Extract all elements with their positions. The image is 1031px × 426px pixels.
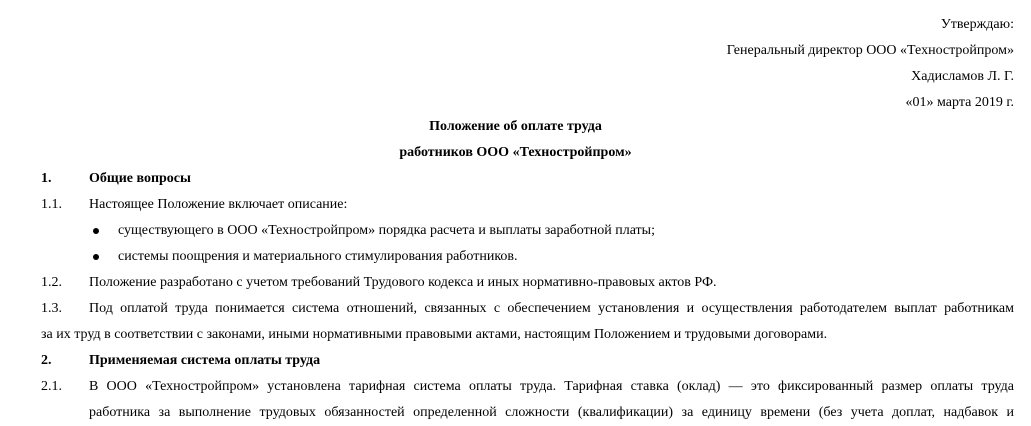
section-title: Общие вопросы	[89, 171, 191, 186]
approval-position: Генеральный директор ООО «Техностройпром»	[726, 43, 1014, 58]
paragraph-text: Положение разработано с учетом требований Трудового кодекса и иных нормативно-правовых актов РФ.	[89, 275, 717, 290]
paragraph-number: 1.3.	[41, 301, 62, 316]
approval-date: «01» марта 2019 г.	[905, 95, 1014, 110]
section-title: Применяемая система оплаты труда	[89, 353, 321, 368]
paragraph-text-line2: за их труд в соответствии с законами, иными нормативными правовыми актами, настоящим Положением и трудовыми договорами.	[41, 327, 828, 342]
list-item-text: системы поощрения и материального стимулирования работников.	[118, 249, 518, 264]
document-title-line2: работников ООО «Техностройпром»	[399, 145, 632, 160]
paragraph-1-3-continuation	[41, 322, 1015, 348]
paragraph-number: 1.2.	[41, 275, 62, 290]
list-item-text: существующего в ООО «Техностройпром» порядка расчета и выплаты заработной платы;	[118, 223, 655, 238]
bullet-icon	[93, 228, 99, 234]
document-title-line1: Положение об оплате труда	[429, 119, 602, 134]
approval-name: Хадисламов Л. Г.	[911, 69, 1014, 84]
section-number: 1.	[41, 171, 52, 186]
paragraph-text-line1: В ООО «Техностройпром» установлена тарифная система оплаты труда. Тарифная ставка (оклад) — это фиксированный размер оплаты труда	[89, 379, 1014, 394]
paragraph-number: 1.1.	[41, 197, 62, 212]
paragraph-text-line1: Под оплатой труда понимается система отношений, связанных с обеспечением установления и осуществления работодателем выплат работникам	[89, 301, 1014, 316]
approval-block	[727, 12, 1014, 116]
paragraph-text-line2: работника за выполнение трудовых обязанностей определенной сложности (квалификации) за единицу времени (без учета доплат, надбавок и	[89, 405, 1014, 420]
approval-label: Утверждаю:	[940, 17, 1014, 32]
section-number: 2.	[41, 353, 52, 368]
paragraph-text: Настоящее Положение включает описание:	[89, 197, 348, 212]
paragraph-number: 2.1.	[41, 379, 62, 394]
bullet-icon	[93, 254, 99, 260]
